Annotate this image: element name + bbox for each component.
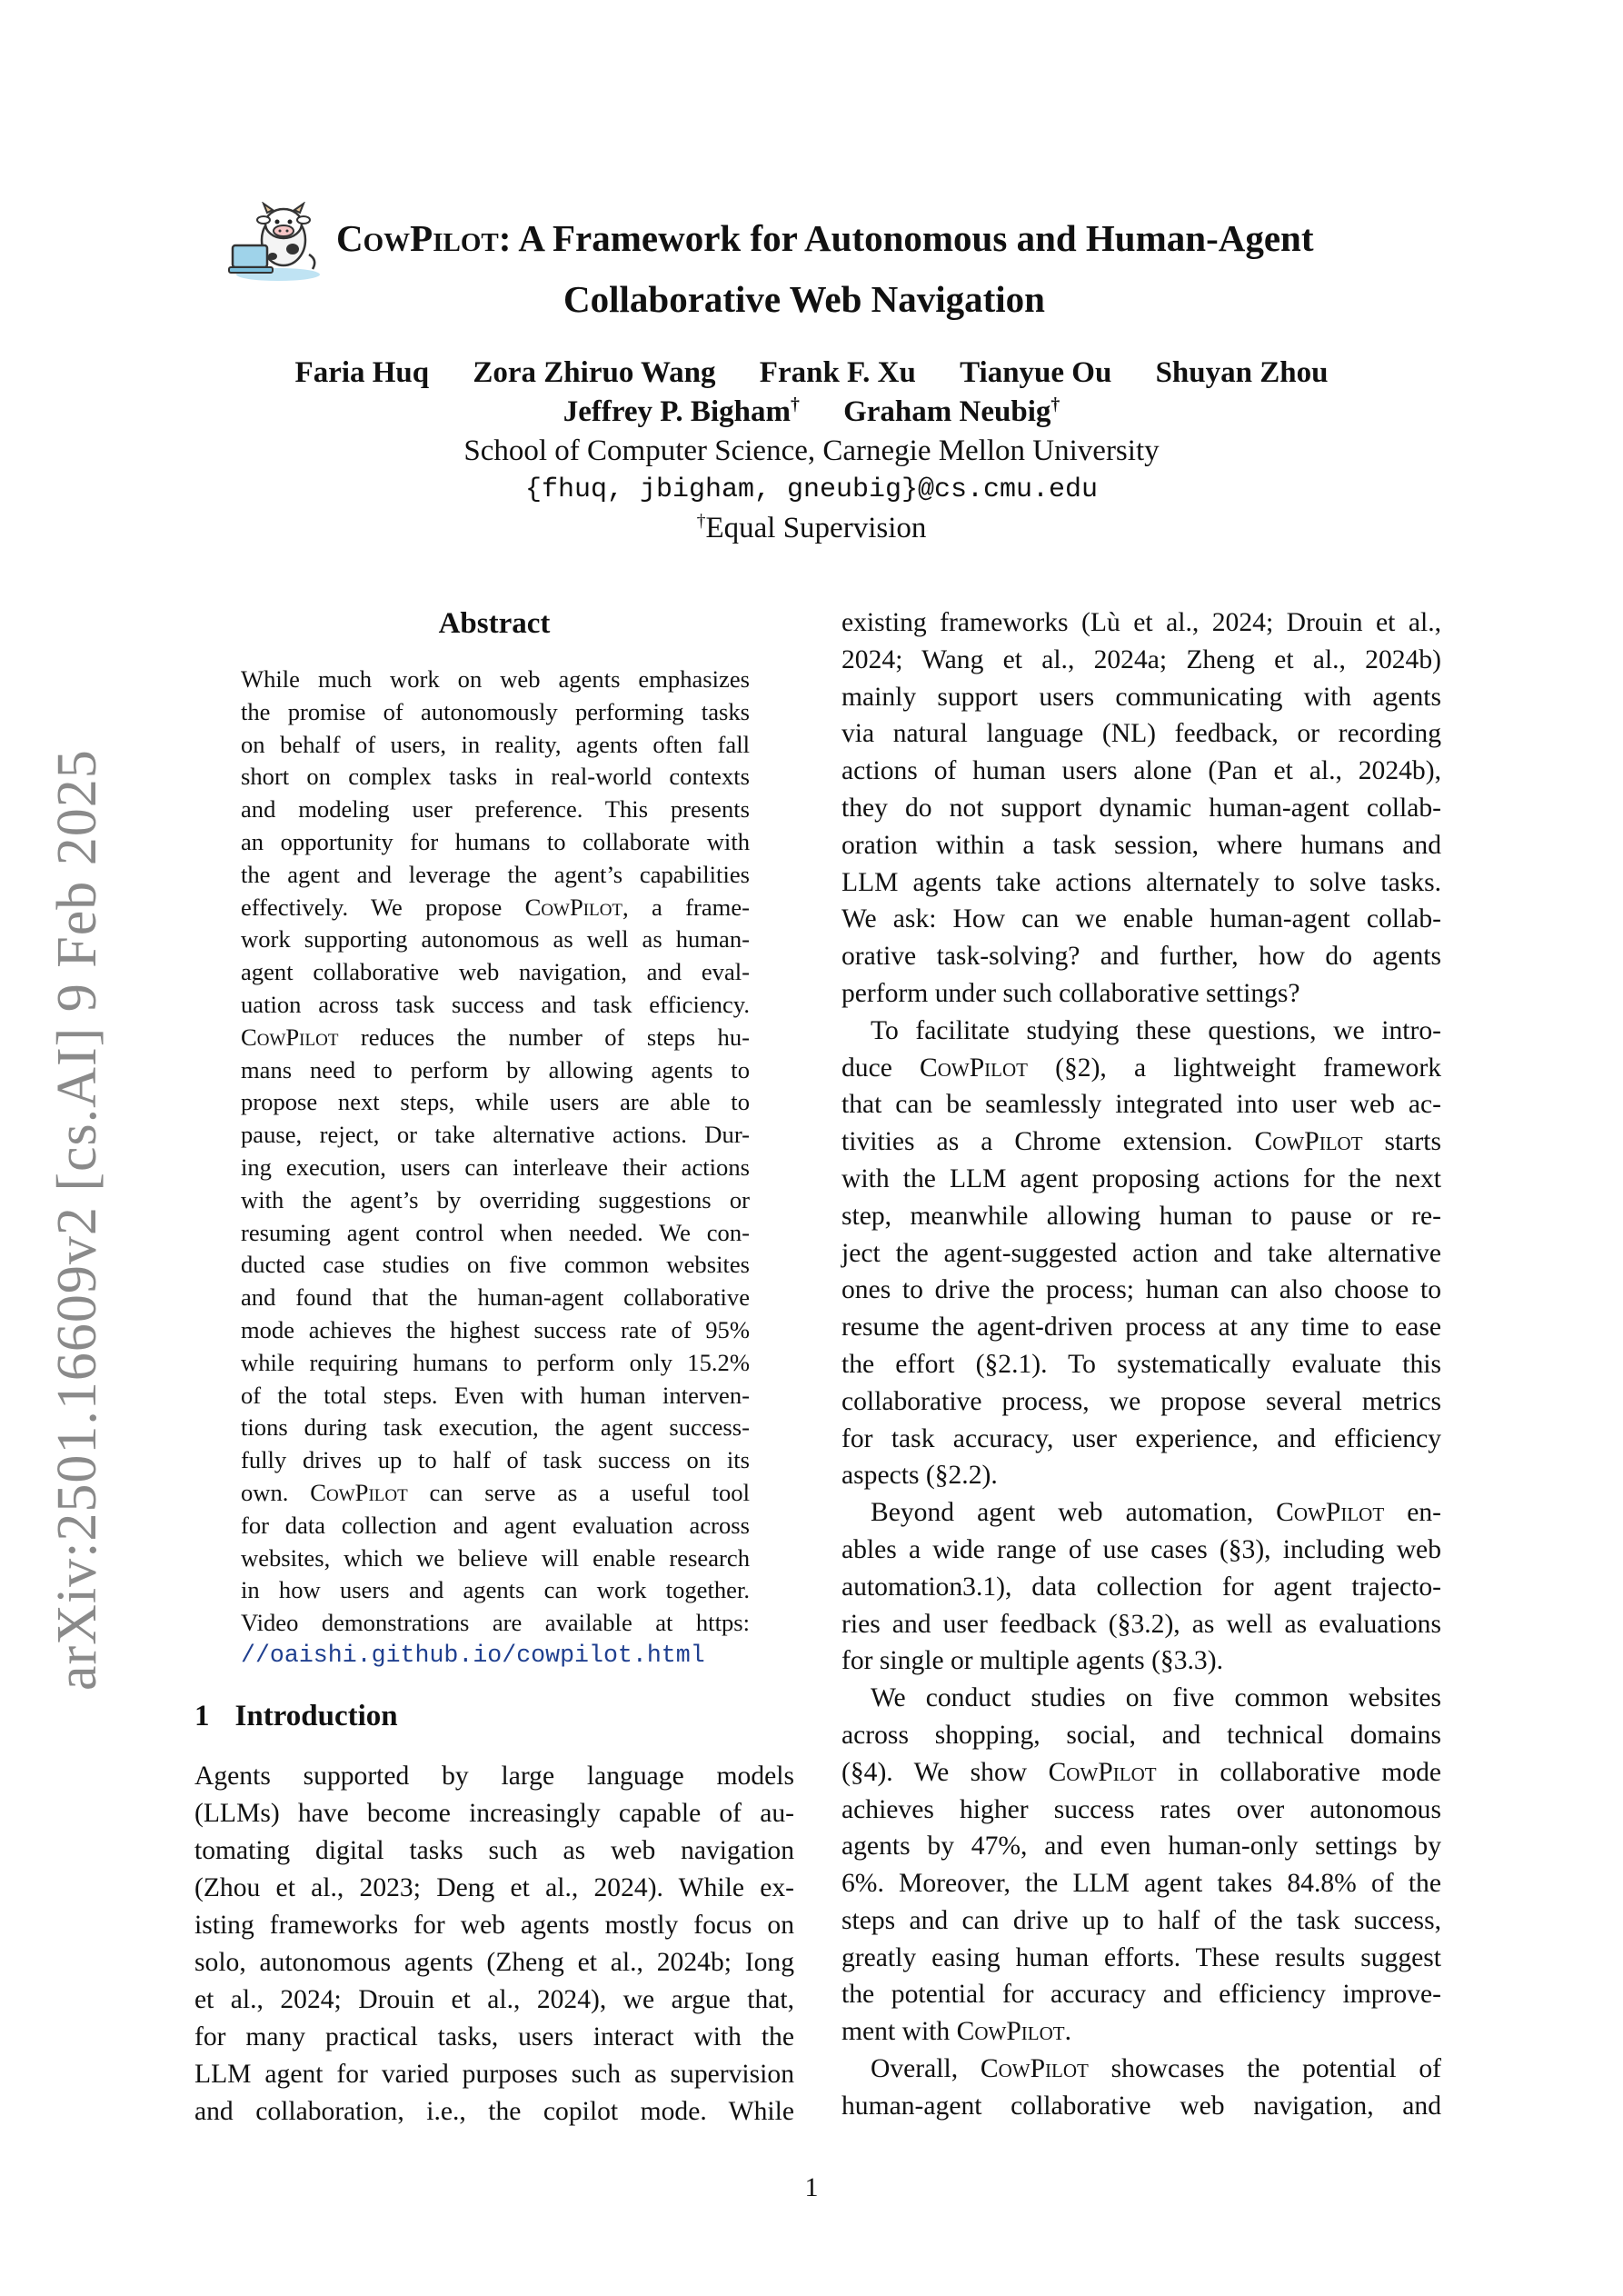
body-line: step, meanwhile allowing human to pause or re- (841, 1201, 1441, 1231)
abstract-line: on behalf of users, in reality, agents often fall (241, 730, 750, 758)
section-number: 1 (194, 1700, 210, 1732)
system-name: CowPilot (241, 1023, 339, 1051)
intro-left-column (194, 1758, 794, 2131)
abstract-line: CowPilot reduces the number of steps hu- (241, 1023, 750, 1051)
abstract-text (241, 664, 750, 1672)
affiliation: School of Computer Science, Carnegie Mellon University (463, 434, 1160, 467)
abstract-line: in how users and agents can work together. (241, 1576, 750, 1604)
abstract-line: mans need to perform by allowing agents to (241, 1055, 750, 1083)
body-line: steps and can drive up to half of the task success, (841, 1905, 1441, 1935)
system-name: CowPilot (980, 2054, 1089, 2084)
body-line: achieves higher success rates over autonomous (841, 1794, 1441, 1824)
body-line: human-agent collaborative web navigation, and (841, 2091, 1441, 2121)
body-line: the effort (§2.1). To systematically evaluate this (841, 1349, 1441, 1379)
page-number: 1 (804, 2172, 819, 2202)
author-emails: {fhuq, jbigham, gneubig}@cs.cmu.edu (524, 474, 1099, 505)
body-line: collaborative process, we propose several metrics (841, 1386, 1441, 1416)
abstract-heading: Abstract (438, 607, 551, 640)
body-line: for many practical tasks, users interact with the (194, 2022, 794, 2051)
body-line: isting frameworks for web agents mostly focus on (194, 1911, 794, 1940)
body-line: for task accuracy, user experience, and efficiency (841, 1423, 1441, 1453)
abstract-line: and modeling user preference. This presents (241, 795, 750, 824)
body-line: ones to drive the process; human can also choose to (841, 1275, 1441, 1305)
body-line: ment with CowPilot. (841, 2017, 1071, 2047)
equal-supervision-note: †Equal Supervision (696, 511, 927, 544)
system-name: CowPilot (524, 893, 623, 921)
body-line: they do not support dynamic human-agent collab- (841, 793, 1441, 823)
body-line: mainly support users communicating with agents (841, 682, 1441, 712)
author-name: Frank F. Xu (759, 356, 916, 389)
title-system-name: CowPilot (336, 217, 499, 259)
video-demo-link[interactable]: //oaishi.github.io/cowpilot.html (241, 1641, 705, 1669)
body-line: actions of human users alone (Pan et al., 2024b), (841, 756, 1441, 786)
body-line: We ask: How can we enable human-agent collab- (841, 904, 1441, 934)
abstract-line: an opportunity for humans to collaborate with (241, 827, 750, 855)
body-line: for single or multiple agents (§3.3). (841, 1646, 1223, 1676)
author-name: Zora Zhiruo Wang (473, 356, 716, 389)
body-line: oration within a task session, where humans and (841, 830, 1441, 860)
intro-right-column (841, 604, 1441, 2125)
body-line: via natural language (NL) feedback, or recording (841, 719, 1441, 749)
body-line: (§4). We show CowPilot in collaborative mode (841, 1757, 1442, 1787)
arxiv-stamp: arXiv:2501.16609v2 [cs.AI] 9 Feb 2025 (46, 749, 108, 1691)
abstract-line: propose next steps, while users are able to (241, 1088, 750, 1116)
body-line: agents by 47%, and even human-only settings by (841, 1832, 1441, 1862)
system-name: CowPilot (920, 1053, 1028, 1083)
abstract-line: While much work on web agents emphasizes (241, 665, 750, 693)
abstract-line: resuming agent control when needed. We con- (241, 1218, 750, 1246)
abstract-line: fully drives up to half of task success on its (241, 1446, 750, 1474)
abstract-line: ing execution, users can interleave their actions (241, 1153, 750, 1181)
abstract-line: with the agent’s by overriding suggestions or (241, 1185, 750, 1213)
abstract-line: while requiring humans to perform only 15.2% (241, 1348, 750, 1376)
body-line: 6%. Moreover, the LLM agent takes 84.8% of the (841, 1869, 1441, 1899)
paper-title (336, 216, 1314, 260)
paper-title-line2: Collaborative Web Navigation (563, 278, 1045, 320)
body-line: et al., 2024; Drouin et al., 2024), we argue that, (194, 1985, 794, 2014)
abstract-line: the promise of autonomously performing tasks (241, 697, 750, 725)
body-line: We conduct studies on five common websites (871, 1683, 1441, 1713)
abstract-line: the agent and leverage the agent’s capabilities (241, 860, 750, 888)
abstract-line: mode achieves the highest success rate of 95% (241, 1315, 750, 1343)
system-name: CowPilot (1048, 1757, 1157, 1787)
abstract-line: pause, reject, or take alternative actions. Dur- (241, 1121, 750, 1149)
abstract-line: agent collaborative web navigation, and eval- (241, 958, 750, 986)
body-line: To facilitate studying these questions, we intro- (871, 1015, 1441, 1045)
body-line: tomating digital tasks such as web navigation (194, 1836, 794, 1865)
body-line: ries and user feedback (§3.2), as well as evaluations (841, 1609, 1441, 1639)
abstract-line: ducted case studies on five common websites (241, 1251, 750, 1279)
abstract-line: uation across task success and task efficiency. (241, 990, 750, 1018)
abstract-line: short on complex tasks in real-world contexts (241, 763, 750, 791)
system-name: CowPilot (956, 2017, 1065, 2047)
body-line: orative task-solving? and further, how do agents (841, 942, 1441, 972)
body-line: 2024; Wang et al., 2024a; Zheng et al., 2024b) (841, 644, 1441, 674)
section-title: Introduction (234, 1700, 398, 1732)
body-line: aspects (§2.2). (841, 1461, 998, 1491)
system-name: CowPilot (1254, 1127, 1363, 1157)
body-line: tivities as a Chrome extension. CowPilot starts (841, 1127, 1442, 1157)
abstract-line: websites, which we believe will enable research (241, 1543, 750, 1572)
abstract-line: and found that the human-agent collaborative (241, 1283, 750, 1312)
cow-laptop-logo-icon (227, 202, 325, 284)
body-line: (Zhou et al., 2023; Deng et al., 2024). While ex- (194, 1873, 794, 1902)
abstract-line: work supporting autonomous as well as human- (241, 925, 750, 953)
system-name: CowPilot (1276, 1498, 1385, 1528)
author-name: Shuyan Zhou (1155, 356, 1329, 389)
body-line: LLM agents take actions alternately to solve tasks. (841, 867, 1441, 897)
author-name: Graham Neubig† (843, 394, 1060, 428)
author-name: Tianyue Ou (960, 356, 1112, 389)
author-name: Jeffrey P. Bigham† (563, 394, 800, 428)
body-line: that can be seamlessly integrated into user web ac- (841, 1090, 1441, 1120)
abstract-line: own. CowPilot can serve as a useful tool (241, 1478, 750, 1506)
body-line: ject the agent-suggested action and take alternative (841, 1238, 1441, 1268)
body-line: the potential for accuracy and efficiency improve- (841, 1980, 1441, 2010)
body-line: Overall, CowPilot showcases the potential of (871, 2054, 1441, 2084)
body-line: across shopping, social, and technical domains (841, 1720, 1441, 1750)
title-line1-rest: : A Framework for Autonomous and Human-Agent (498, 217, 1314, 259)
body-line: greatly easing human efforts. These results suggest (841, 1942, 1441, 1972)
body-line: Beyond agent web automation, CowPilot en- (871, 1498, 1442, 1528)
body-line: (LLMs) have become increasingly capable of au- (194, 1799, 794, 1828)
body-line: with the LLM agent proposing actions for the next (841, 1163, 1441, 1193)
abstract-line: for data collection and agent evaluation across (241, 1511, 750, 1539)
body-line: perform under such collaborative settings? (841, 978, 1300, 1008)
system-name: CowPilot (310, 1478, 408, 1506)
body-line: duce CowPilot (§2), a lightweight framework (841, 1053, 1441, 1083)
author-list-row2 (0, 394, 1623, 429)
body-line: ables a wide range of use cases (§3), including web (841, 1534, 1441, 1564)
body-line: and collaboration, i.e., the copilot mode. While (194, 2097, 794, 2126)
abstract-line: effectively. We propose CowPilot, a frame- (241, 893, 751, 921)
abstract-line: of the total steps. Even with human interven- (241, 1381, 750, 1409)
author-list (0, 356, 1623, 390)
section-heading-introduction (194, 1700, 398, 1733)
body-line: solo, autonomous agents (Zheng et al., 2024b; Iong (194, 1948, 794, 1977)
body-line: LLM agent for varied purposes such as supervision (194, 2060, 794, 2089)
body-line: resume the agent-driven process at any time to ease (841, 1313, 1441, 1343)
body-line: existing frameworks (Lù et al., 2024; Drouin et al., (841, 608, 1441, 637)
abstract-line: Video demonstrations are available at https: (241, 1609, 750, 1637)
body-line: Agents supported by large language models (194, 1762, 794, 1791)
abstract-line: tions during task execution, the agent success- (241, 1413, 750, 1442)
body-line: automation3.1), data collection for agent trajecto- (841, 1572, 1441, 1602)
author-name: Faria Huq (294, 356, 430, 389)
